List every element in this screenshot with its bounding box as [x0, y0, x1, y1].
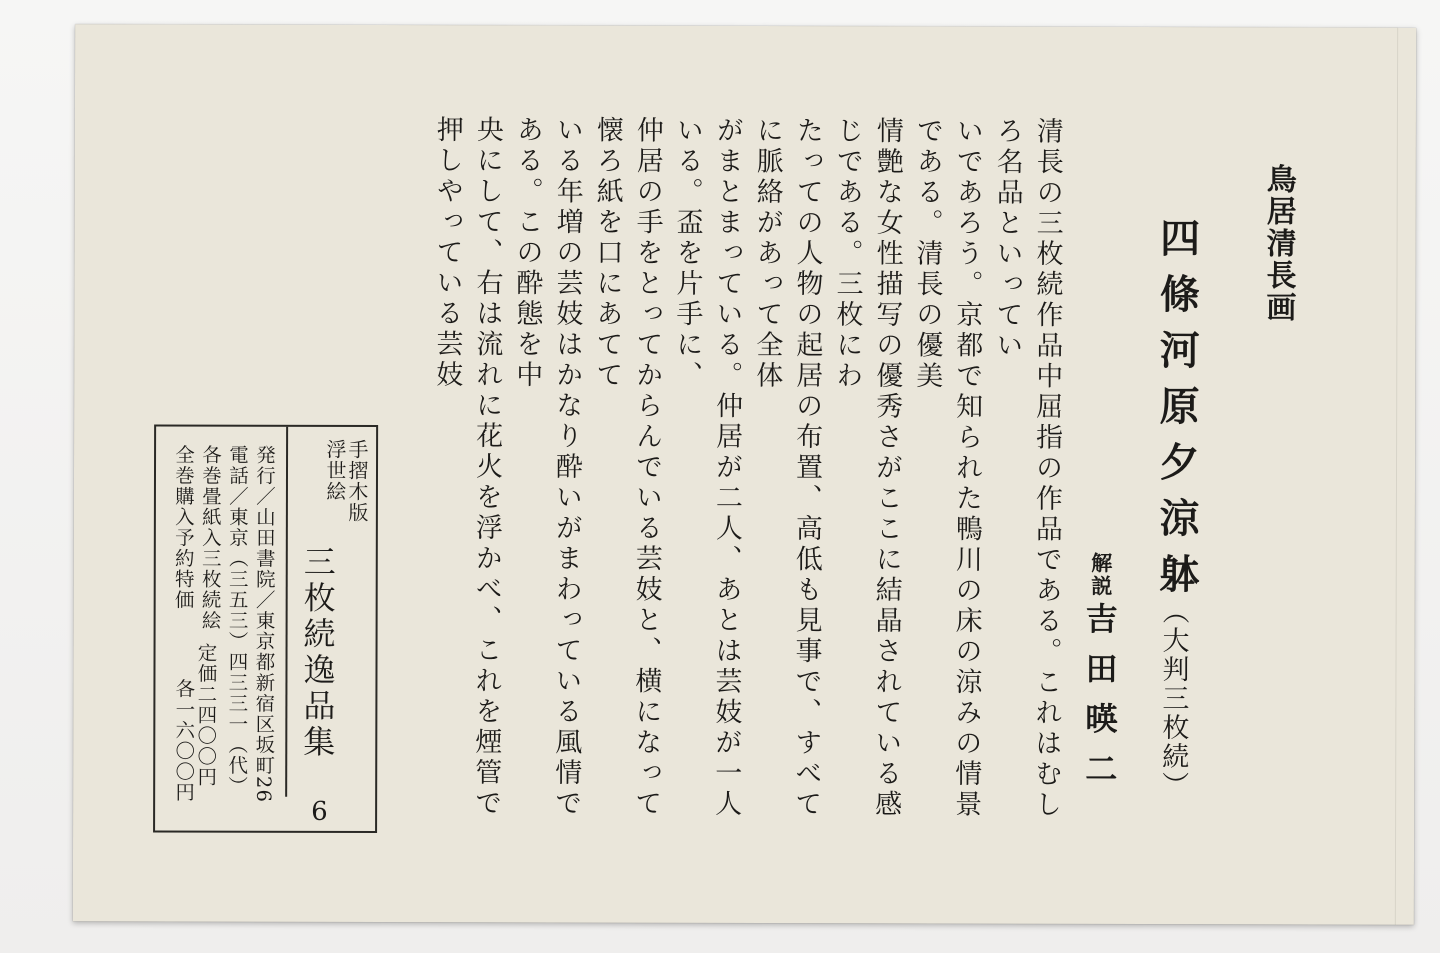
- body-line: 仲居の手をとってからんでいる芸妓と、横になって懐ろ紙を口にあてて: [591, 115, 663, 820]
- series-title: 三枚続逸品集: [298, 544, 337, 761]
- body-line: 清長の三枚続作品中屈指の作品である。これはむしろ名品といってい: [991, 116, 1063, 821]
- item-price-label: 各巻畳紙入三枚続絵: [198, 444, 223, 631]
- phone-line: 電話／東京（三五三）四三三一（代）: [225, 444, 250, 797]
- body-line: たっての人物の起居の布置、高低も見事で、すべてに脈絡があって全体: [751, 116, 823, 821]
- commentary-author: 吉田暎二: [1080, 601, 1119, 802]
- body-line: いであろう。京都で知られた鴨川の床の涼みの情景である。清長の優美: [911, 116, 983, 821]
- item-price: 定価二四〇〇円: [194, 642, 218, 788]
- publisher-line: 発行／山田書院／東京都新宿区坂町26: [252, 444, 277, 804]
- set-price: 各一六〇〇円: [172, 678, 196, 803]
- artist-credit: 鳥居清長画: [1260, 163, 1296, 324]
- commentary-label: 解説: [1088, 551, 1114, 598]
- colophon-divider: [285, 427, 288, 797]
- printed-card: [73, 24, 1416, 925]
- print-title: 四條河原夕涼躰: [1152, 217, 1201, 610]
- series-number: 6: [311, 796, 328, 827]
- body-line: いる年増の芸妓はかなり酔いがまわっている風情である。この酔態を中: [511, 115, 583, 820]
- body-line: 央にして、右は流れに花火を浮かべ、これを煙管で押しやっている芸妓: [431, 115, 503, 820]
- series-label-line: 手摺木版: [344, 438, 370, 524]
- set-price-label: 全巻購入予約特価: [171, 444, 196, 611]
- series-label-line: 浮世絵: [322, 438, 348, 502]
- body-line: 情艶な女性描写の優秀さがここに結晶されている感じである。三枚にわ: [831, 116, 903, 821]
- commentary-body: [425, 115, 1067, 837]
- colophon-box: [153, 424, 378, 833]
- print-format: （大判三枚続）: [1157, 597, 1189, 801]
- body-line: がまとまっている。仲居が二人、あとは芸妓が一人いる。盃を片手に、: [671, 115, 743, 820]
- series-label: [324, 439, 368, 523]
